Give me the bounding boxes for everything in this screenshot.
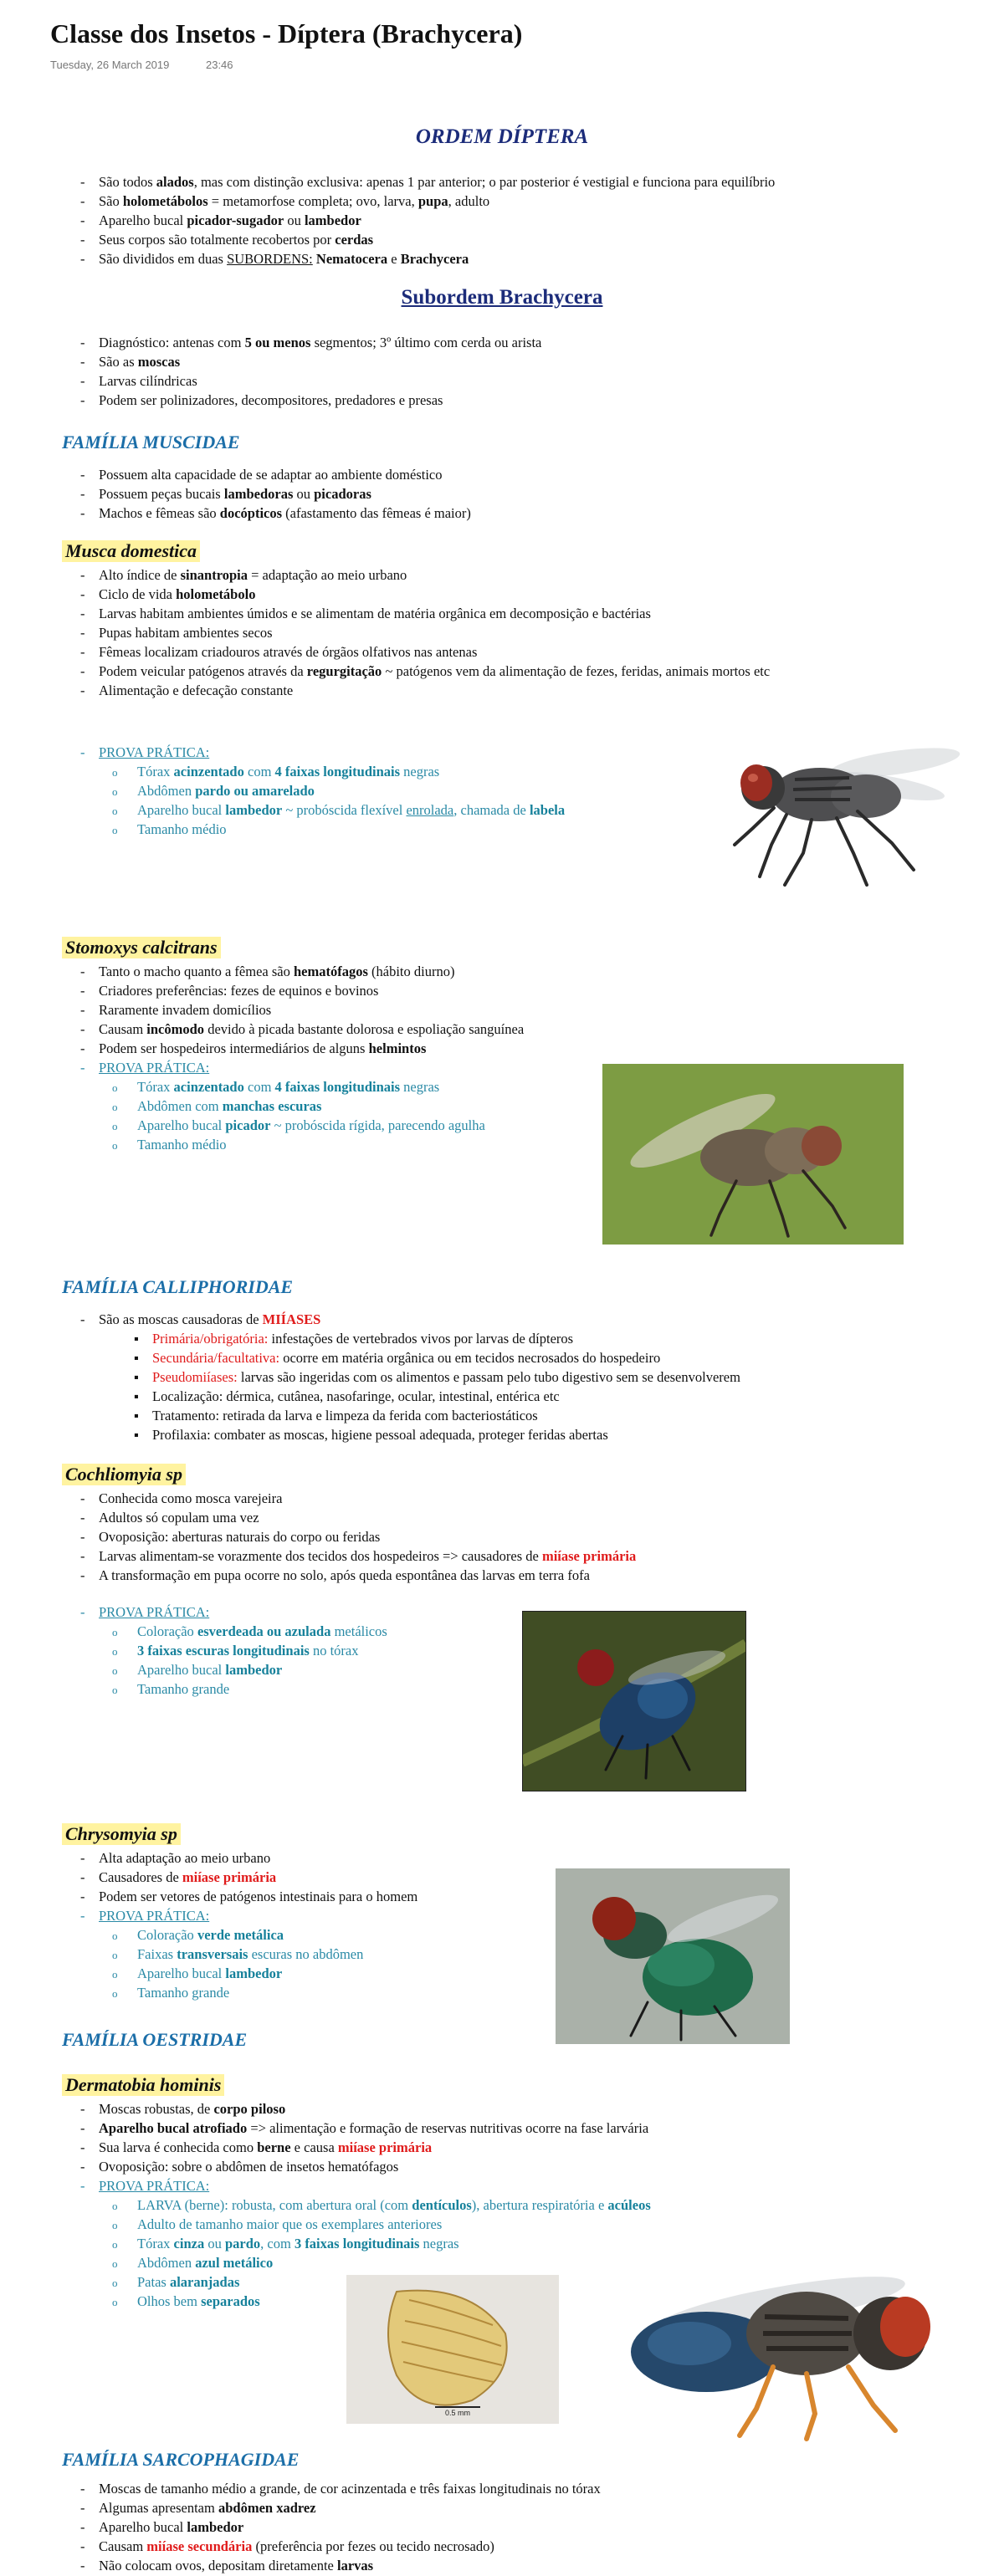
prova-item: - PROVA PRÁTICA: o Coloração verde metálica o Faixas transversais escuras no abdômen o Aparelho bucal lambedor o Tamanho grande (80, 1906, 417, 2002)
list-item: - Conhecida como mosca varejeira (80, 1489, 636, 1508)
family-title-sarcophagidae: FAMÍLIA SARCOPHAGIDAE (62, 2449, 300, 2470)
list-item: - Alto índice de sinantropia = adaptação ao meio urbano (80, 565, 770, 585)
list-item: o Coloração esverdeada ou azulada metálicos (137, 1622, 387, 1641)
list-item: - São todos alados, mas com distinção exclusiva: apenas 1 par anterior; o par posterior é vestigial e funciona para equilíbrio (80, 172, 775, 192)
chrysomyia-list (80, 1848, 417, 2002)
prova-item: - PROVA PRÁTICA: o Coloração esverdeada ou azulada metálicos o 3 faixas escuras longitudinais no tórax o Aparelho bucal lambedor o Tamanho grande (80, 1602, 387, 1699)
stomoxys-list (80, 962, 524, 1154)
list-item: o 3 faixas escuras longitudinais no tórax (137, 1641, 387, 1660)
list-item: - Podem ser hospedeiros intermediários de alguns helmintos (80, 1039, 524, 1058)
list-item: - Diagnóstico: antenas com 5 ou menos segmentos; 3º último com cerda ou arista (80, 333, 541, 352)
cochliomyia-prova-list (80, 1602, 387, 1699)
list-item: - Seus corpos são totalmente recobertos por cerdas (80, 230, 775, 249)
list-item: o Abdômen pardo ou amarelado (137, 781, 565, 800)
list-item: - Pupas habitam ambientes secos (80, 623, 770, 642)
subordem-list (80, 333, 541, 410)
list-item: o Olhos bem separados (137, 2292, 651, 2311)
muscidae-list (80, 465, 471, 523)
species-title-cochliomyia: Cochliomyia sp (62, 1464, 186, 1485)
list-item: - Moscas de tamanho médio a grande, de cor acinzentada e três faixas longitudinais no tórax (80, 2479, 601, 2498)
list-item: - Larvas alimentam-se vorazmente dos tecidos dos hospedeiros => causadores de miíase primária (80, 1546, 636, 1566)
list-item: o Tamanho médio (137, 1135, 524, 1154)
list-item: ▪ Pseudomiíases: larvas são ingeridas com os alimentos e passam pelo tubo digestivo sem se desenvolverem (152, 1367, 740, 1387)
list-item: - Aparelho bucal lambedor (80, 2517, 601, 2537)
list-item: - Ovoposição: aberturas naturais do corpo ou feridas (80, 1527, 636, 1546)
list-item: - São as moscas (80, 352, 541, 371)
prova-item: - PROVA PRÁTICA: o LARVA (berne): robusta, com abertura oral (com dentículos), abertura respiratória e acúleos o Adulto de tamanho maior que os exemplares anteriores o Tórax cinza ou pardo, com 3 faixas longitudinais negras o Abdômen azul metálico o Patas alaranjadas o Olhos bem separados (80, 2176, 651, 2311)
list-item: - Larvas cilíndricas (80, 371, 541, 391)
list-item: o Abdômen azul metálico (137, 2253, 651, 2272)
cochliomyia-list (80, 1489, 636, 1585)
list-item: - Fêmeas localizam criadouros através de órgãos olfativos nas antenas (80, 642, 770, 662)
list-item: - Sua larva é conhecida como berne e causa miíase primária (80, 2138, 651, 2157)
list-item: - Adultos só copulam uma vez (80, 1508, 636, 1527)
musca-prova-list (80, 743, 565, 839)
list-item: - Causadores de miíase primária (80, 1868, 417, 1887)
list-item: - Algumas apresentam abdômen xadrez (80, 2498, 601, 2517)
list-item: ▪ Profilaxia: combater as moscas, higiene pessoal adequada, proteger feridas abertas (152, 1425, 740, 1444)
page-time: 23:46 (205, 59, 233, 71)
list-item: - Aparelho bucal atrofiado => alimentação e formação de reservas nutritivas ocorre na fase larvária (80, 2119, 651, 2138)
list-item: - Podem ser polinizadores, decompositores, predadores e presas (80, 391, 541, 410)
list-item: o Tórax cinza ou pardo, com 3 faixas longitudinais negras (137, 2234, 651, 2253)
list-item: - Alta adaptação ao meio urbano (80, 1848, 417, 1868)
list-item: - Tanto o macho quanto a fêmea são hematófagos (hábito diurno) (80, 962, 524, 981)
list-item: o Tamanho grande (137, 1679, 387, 1699)
list-item: o Patas alaranjadas (137, 2272, 651, 2292)
musca-list (80, 565, 770, 700)
family-title-calliphoridae: FAMÍLIA CALLIPHORIDAE (62, 1276, 294, 1297)
list-item: - Causam miíase secundária (preferência por fezes ou tecido necrosado) (80, 2537, 601, 2556)
page-title: Classe dos Insetos - Díptera (Brachycera) (50, 18, 523, 49)
list-item: o Adulto de tamanho maior que os exemplares anteriores (137, 2215, 651, 2234)
chrysomyia-photo (556, 1868, 790, 2044)
list-item: o Tórax acinzentado com 4 faixas longitudinais negras (137, 762, 565, 781)
list-item: ▪ Primária/obrigatória: infestações de vertebrados vivos por larvas de dípteros (152, 1329, 740, 1348)
list-item: - Possuem peças bucais lambedoras ou picadoras (80, 484, 471, 503)
list-item: o Abdômen com manchas escuras (137, 1096, 524, 1116)
page-date: Tuesday, 26 March 2019 (50, 59, 170, 71)
dermatobia-larva-photo (346, 2275, 559, 2424)
list-item: ▪ Secundária/facultativa: ocorre em matéria orgânica ou em tecidos necrosados do hospedeiro (152, 1348, 740, 1367)
list-item: o Coloração verde metálica (137, 1925, 417, 1945)
list-item: - Raramente invadem domicílios (80, 1000, 524, 1020)
list-item: - Larvas habitam ambientes úmidos e se alimentam de matéria orgânica em decomposição e bactérias (80, 604, 770, 623)
list-item: - Machos e fêmeas são docópticos (afastamento das fêmeas é maior) (80, 503, 471, 523)
list-item: - São divididos em duas SUBORDENS: Nematocera e Brachycera (80, 249, 775, 268)
species-title-stomoxys: Stomoxys calcitrans (62, 937, 221, 958)
family-title-oestridae: FAMÍLIA OESTRIDAE (62, 2029, 248, 2050)
scale-bar-label: 0.5 mm (444, 2409, 471, 2417)
list-item: o Tamanho médio (137, 820, 565, 839)
list-item: - Ovoposição: sobre o abdômen de insetos hematófagos (80, 2157, 651, 2176)
list-item: o Aparelho bucal lambedor (137, 1660, 387, 1679)
list-item: o Tamanho grande (137, 1983, 417, 2002)
list-item: - Causam incômodo devido à picada bastante dolorosa e espoliação sanguínea (80, 1020, 524, 1039)
list-item: - Possuem alta capacidade de se adaptar ao ambiente doméstico (80, 465, 471, 484)
ordem-list (80, 172, 775, 268)
list-item: o LARVA (berne): robusta, com abertura oral (com dentículos), abertura respiratória e acúleos (137, 2195, 651, 2215)
list-item: - Podem ser vetores de patógenos intestinais para o homem (80, 1887, 417, 1906)
list-item: ▪ Tratamento: retirada da larva e limpeza da ferida com bacteriostáticos (152, 1406, 740, 1425)
ordem-title: ORDEM DÍPTERA (415, 125, 589, 148)
species-title-dermatobia: Dermatobia hominis (62, 2074, 224, 2096)
list-item: - Não colocam ovos, depositam diretamente larvas (80, 2556, 601, 2575)
list-item: - Alimentação e defecação constante (80, 681, 770, 700)
list-item: o Tórax acinzentado com 4 faixas longitudinais negras (137, 1077, 524, 1096)
family-title-muscidae: FAMÍLIA MUSCIDAE (62, 432, 240, 452)
list-item: ▪ Localização: dérmica, cutânea, nasofaringe, ocular, intestinal, entérica etc (152, 1387, 740, 1406)
list-item: - São holometábolos = metamorfose completa; ovo, larva, pupa, adulto (80, 192, 775, 211)
list-item: - Criadores preferências: fezes de equinos e bovinos (80, 981, 524, 1000)
page-timestamp (50, 59, 267, 71)
list-item: - A transformação em pupa ocorre no solo, após queda espontânea das larvas em terra fofa (80, 1566, 636, 1585)
calliphoridae-list (80, 1310, 740, 1444)
list-item: o Aparelho bucal lambedor (137, 1964, 417, 1983)
musca-domestica-photo (694, 728, 962, 895)
cochliomyia-photo (522, 1611, 746, 1791)
species-title-musca: Musca domestica (62, 540, 200, 562)
list-item: - Moscas robustas, de corpo piloso (80, 2099, 651, 2119)
dermatobia-adult-photo (581, 2250, 979, 2442)
list-item: o Aparelho bucal picador ~ probóscida rígida, parecendo agulha (137, 1116, 524, 1135)
stomoxys-photo (602, 1064, 904, 1245)
list-item: - Aparelho bucal picador-sugador ou lambedor (80, 211, 775, 230)
list-item: o Faixas transversais escuras no abdômen (137, 1945, 417, 1964)
list-item: - Podem veicular patógenos através da regurgitação ~ patógenos vem da alimentação de fezes, feridas, animais mortos etc (80, 662, 770, 681)
prova-item: - PROVA PRÁTICA: o Tórax acinzentado com 4 faixas longitudinais negras o Abdômen pardo ou amarelado o Aparelho bucal lambedor ~ probóscida flexível enrolada, chamada de labela o Tamanho médio (80, 743, 565, 839)
list-item: - São as moscas causadoras de MIÍASES ▪ Primária/obrigatória: infestações de vertebrados vivos por larvas de dípteros ▪ Secundária/facultativa: ocorre em matéria orgânica ou em tecidos necrosados do hospedeiro ▪ Pseudomiíases: larvas são ingeridas com os alimentos e passam pelo tubo digestivo sem se desenvolverem ▪ Localização: dérmica, cutânea, nasofaringe, ocular, intestinal, entérica etc ▪ Tratamento: retirada da larva e limpeza da ferida com bacteriostáticos ▪ Profilaxia: combater as moscas, higiene pessoal adequada, proteger feridas abertas (80, 1310, 740, 1444)
prova-item: - PROVA PRÁTICA: o Tórax acinzentado com 4 faixas longitudinais negras o Abdômen com manchas escuras o Aparelho bucal picador ~ probóscida rígida, parecendo agulha o Tamanho médio (80, 1058, 524, 1154)
sarcophagidae-list (80, 2479, 601, 2575)
subordem-title: Subordem Brachycera (401, 286, 603, 309)
list-item: o Aparelho bucal lambedor ~ probóscida flexível enrolada, chamada de labela (137, 800, 565, 820)
species-title-chrysomyia: Chrysomyia sp (62, 1823, 181, 1845)
list-item: - Ciclo de vida holometábolo (80, 585, 770, 604)
